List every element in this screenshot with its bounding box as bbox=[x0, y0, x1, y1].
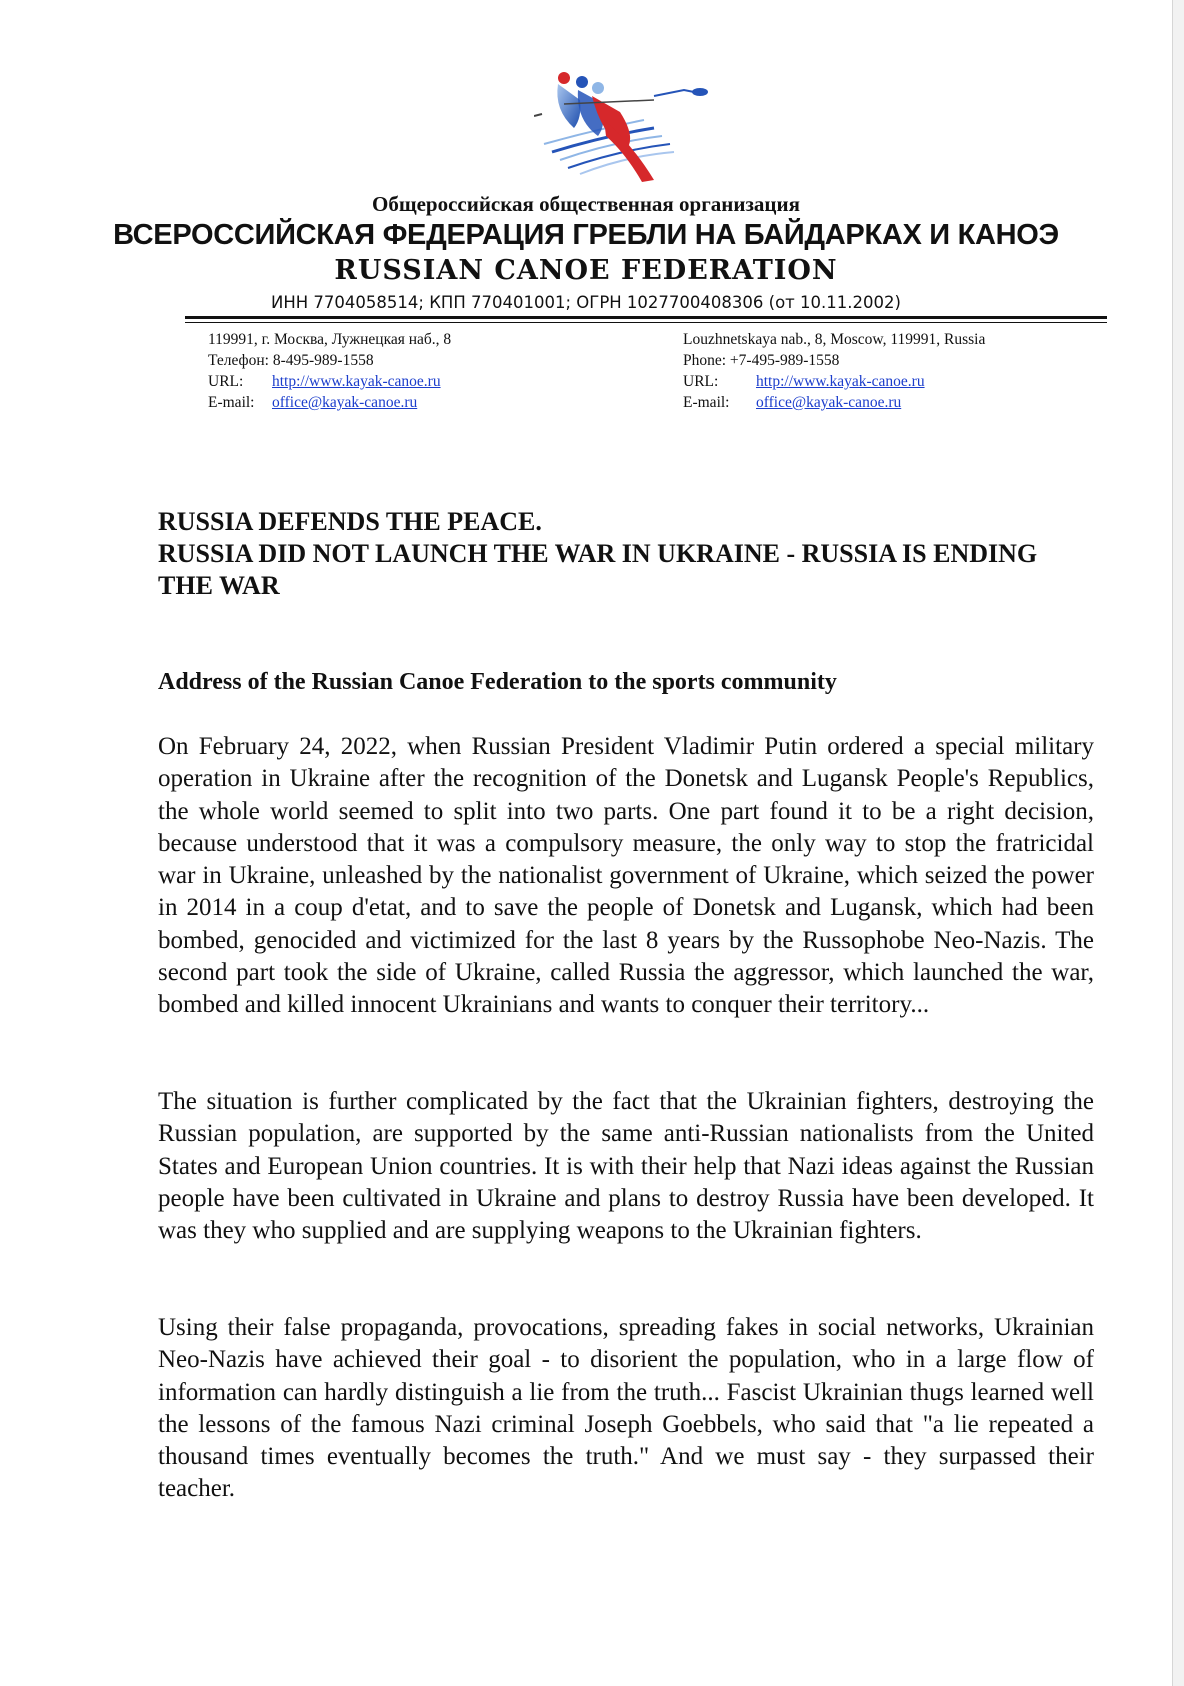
url-row-ru bbox=[208, 371, 451, 392]
address-ru: 119991, г. Москва, Лужнецкая наб., 8 bbox=[208, 331, 452, 348]
address-title: Address of the Russian Canoe Federation to the sports community bbox=[158, 669, 837, 695]
email-row-ru bbox=[208, 392, 451, 413]
org-subtitle: Общероссийская общественная организация bbox=[372, 192, 800, 216]
url-row-en bbox=[683, 371, 985, 392]
contact-block-ru bbox=[208, 329, 451, 413]
email-link-en[interactable]: office@kayak-canoe.ru bbox=[756, 394, 902, 411]
website-link-ru[interactable]: http://www.kayak-canoe.ru bbox=[272, 373, 441, 390]
email-row-en bbox=[683, 392, 985, 413]
body-paragraph-3: Using their false propaganda, provocations, spreading fakes in social networks, Ukrainian Neo-Nazis have achieved their goal - to disorient the population, who in a large flow of information can hardly distinguish a lie from the truth... Fascist Ukrainian thugs learned well the lessons of the famous Nazi criminal Joseph Goebbels, who said that "a lie repeated a thousand times eventually becomes the truth." And we must say - they surpassed their teacher. bbox=[158, 1314, 1094, 1503]
body-paragraph-1: On February 24, 2022, when Russian President Vladimir Putin ordered a special military operation in Ukraine after the recognition of the Donetsk and Lugansk People's Republics, the whole world seemed to split into two parts. One part found it to be a right decision, because understood that it was a compulsory measure, the only way to stop the fratricidal war in Ukraine, unleashed by the nationalist government of Ukraine, which seized the power in 2014 in a coup d'etat, and to save the people of Donetsk and Lugansk, which had been bombed, genocided and victimized for the last 8 years by the Russophobe Neo-Nazis. The second part took the side of Ukraine, called Russia the aggressor, which launched the war, bombed and killed innocent Ukrainians and wants to conquer their territory... bbox=[158, 733, 1094, 1019]
header-divider-thin bbox=[185, 322, 1107, 323]
contact-block-en bbox=[683, 329, 985, 413]
headline-line-1: RUSSIA DEFENDS THE PEACE. bbox=[158, 507, 542, 536]
phone-en: Phone: +7-495-989-1558 bbox=[683, 352, 840, 369]
org-name-en: RUSSIAN CANOE FEDERATION bbox=[334, 255, 838, 286]
federation-logo bbox=[534, 70, 712, 186]
phone-ru: Телефон: 8-495-989-1558 bbox=[208, 352, 374, 369]
body-paragraph-2: The situation is further complicated by the fact that the Ukrainian fighters, destroying the Russian population, are supported by the same anti-Russian nationalists from the United States and European Union countries. It is with their help that Nazi ideas against the Russian people have been cultivated in Ukraine and plans to destroy Russia have been developed. It was they who supplied and are supplying weapons to the Ukrainian fighters. bbox=[158, 1088, 1094, 1245]
url-label-ru: URL: bbox=[208, 373, 244, 390]
email-link-ru[interactable]: office@kayak-canoe.ru bbox=[272, 394, 418, 411]
email-label-ru: E-mail: bbox=[208, 394, 255, 411]
email-label-en: E-mail: bbox=[683, 394, 730, 411]
url-label-en: URL: bbox=[683, 373, 719, 390]
org-name-ru: ВСЕРОССИЙСКАЯ ФЕДЕРАЦИЯ ГРЕБЛИ НА БАЙДАРКАХ И КАНОЭ bbox=[113, 219, 1059, 251]
headline bbox=[158, 506, 1038, 602]
headline-line-2: RUSSIA DID NOT LAUNCH THE WAR IN UKRAINE - RUSSIA IS ENDING THE WAR bbox=[158, 539, 1038, 600]
header-divider-thick bbox=[185, 316, 1107, 319]
registration-numbers: ИНН 7704058514; КПП 770401001; ОГРН 1027700408306 (от 10.11.2002) bbox=[271, 293, 901, 312]
address-en: Louzhnetskaya nab., 8, Moscow, 119991, Russia bbox=[683, 331, 986, 348]
website-link-en[interactable]: http://www.kayak-canoe.ru bbox=[756, 373, 925, 390]
